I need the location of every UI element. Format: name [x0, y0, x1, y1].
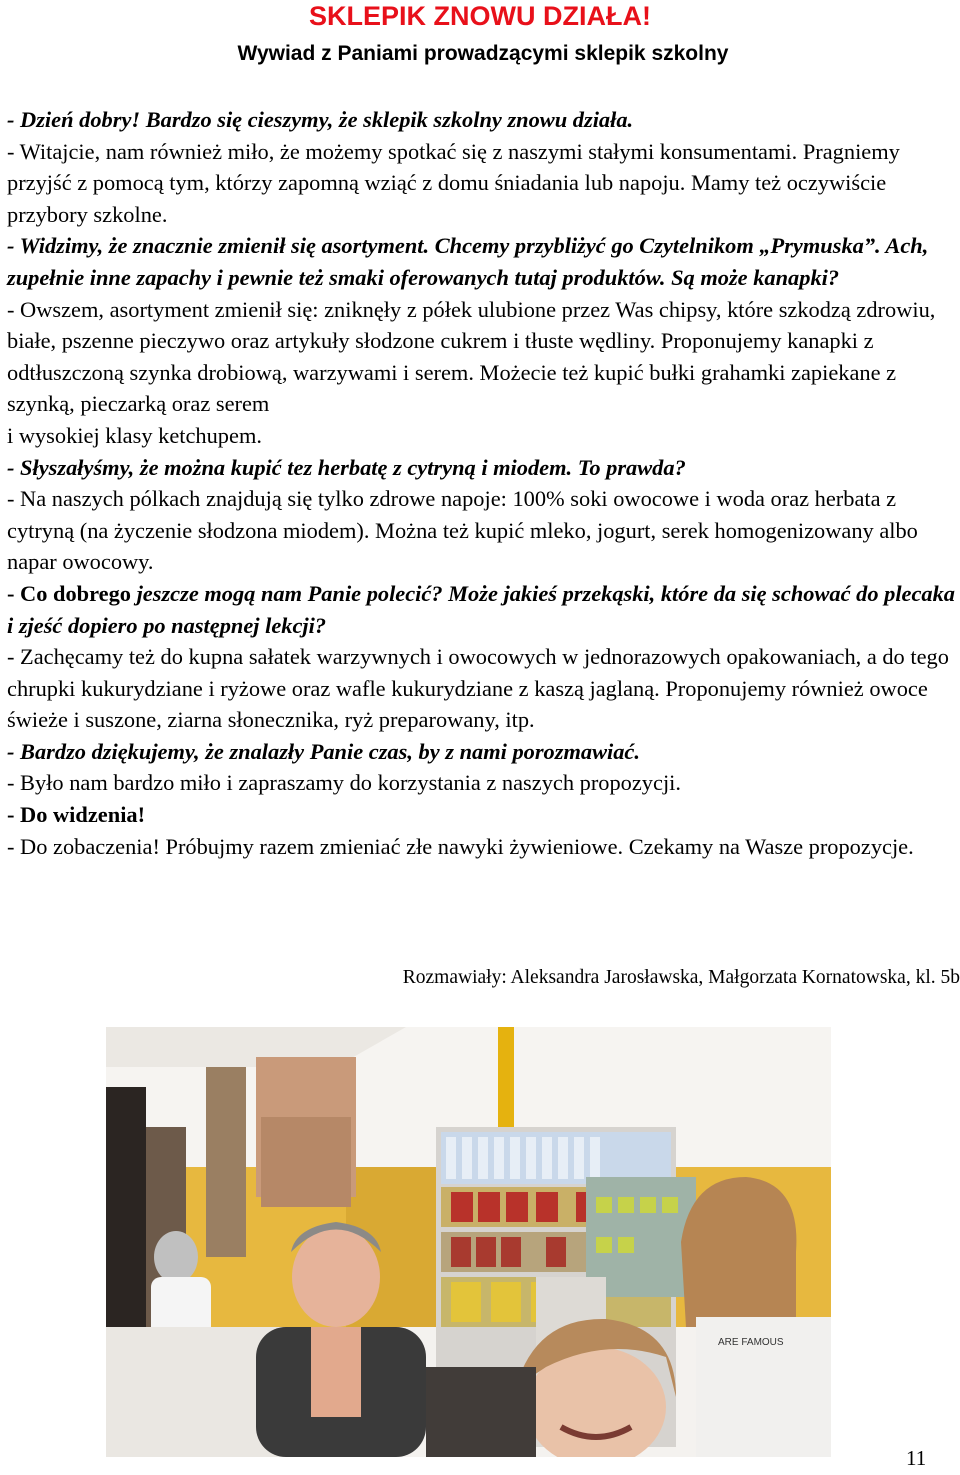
answer-greeting: - Witajcie, nam również miło, że możemy spotkać się z naszymi stałymi konsumentami. Pragniemy przyjść z pomocą tym, którzy zapomną wziąć z domu śniadania lub napoju. Mamy też oczywiście przybory szkolne.	[7, 138, 900, 227]
answer-tea: - Na naszych pólkach znajdują się tylko zdrowe napoje: 100% soki owocowe i woda oraz herbata z cytryną (na życzenie słodzona miodem). Można też kupić mleko, jogurt, serek homogenizowany albo napar owocowy.	[7, 486, 918, 575]
answer-snacks: - Zachęcamy też do kupna sałatek warzywnych i owocowych w jednorazowych opakowaniach, a do tego chrupki kukurydziane i ryżowe oraz wafle kukurydziane z kaszą jaglaną. Proponujemy również owoce świeże i suszone, ziarna słonecznika, ryż preparowany, itp.	[7, 644, 949, 733]
question-assortment: - Widzimy, że znacznie zmienił się asortyment. Chcemy przybliżyć go Czytelnikom „Prymuska”. Ach, zupełnie inne zapachy i pewnie też smaki oferowanych tutaj produktów. Są może kanapki?	[7, 233, 929, 290]
author-credit: Rozmawiały: Aleksandra Jarosławska, Małgorzata Kornatowska, kl. 5b	[402, 967, 960, 988]
question-goodbye: - Do widzenia!	[7, 802, 146, 828]
question-snacks-rest: jeszcze mogą nam Panie polecić? Może jakieś przekąski, które da się schować do plecaka i zjeść dopiero po następnej lekcji?	[7, 580, 955, 638]
answer-thanks: - Było nam bardzo miło i zapraszamy do korzystania z naszych propozycji.	[7, 770, 681, 796]
photo-illustration	[106, 1027, 831, 1457]
answer-assortment-end: i wysokiej klasy ketchupem.	[7, 422, 262, 448]
shirt-text: ARE FAMOUS	[718, 1337, 784, 1348]
page-number: 11	[906, 1446, 927, 1470]
answer-goodbye: - Do zobaczenia! Próbujmy razem zmieniać złe nawyki żywieniowe. Czekamy na Wasze propozycje.	[7, 833, 914, 859]
answer-assortment	[7, 294, 959, 452]
question-snacks	[7, 578, 959, 641]
school-shop-photo	[106, 1027, 831, 1457]
page-subtitle: Wywiad z Paniami prowadzącymi sklepik szkolny	[237, 42, 729, 65]
question-greeting: - Dzień dobry! Bardzo się cieszymy, że sklepik szkolny znowu działa.	[7, 107, 634, 132]
interview-body	[7, 104, 959, 862]
question-snacks-start: - Co dobrego	[7, 580, 131, 606]
answer-assortment-text: - Owszem, asortyment zmienił się: zniknęły z półek ulubione przez Was chipsy, które szkodzą zdrowiu, białe, pszenne pieczywo oraz artykuły słodzone cukrem i tłuste wędliny. Proponujemy kanapki z odtłuszczoną szynka drobiową, warzywami i serem. Możecie też kupić bułki grahamki zapiekane z szynką, pieczarką oraz serem	[7, 296, 936, 417]
page-title: SKLEPIK ZNOWU DZIAŁA!	[309, 1, 651, 31]
question-tea: - Słyszałyśmy, że można kupić tez herbatę z cytryną i miodem. To prawda?	[7, 454, 686, 480]
question-thanks: - Bardzo dziękujemy, że znalazły Panie czas, by z nami porozmawiać.	[7, 738, 640, 764]
